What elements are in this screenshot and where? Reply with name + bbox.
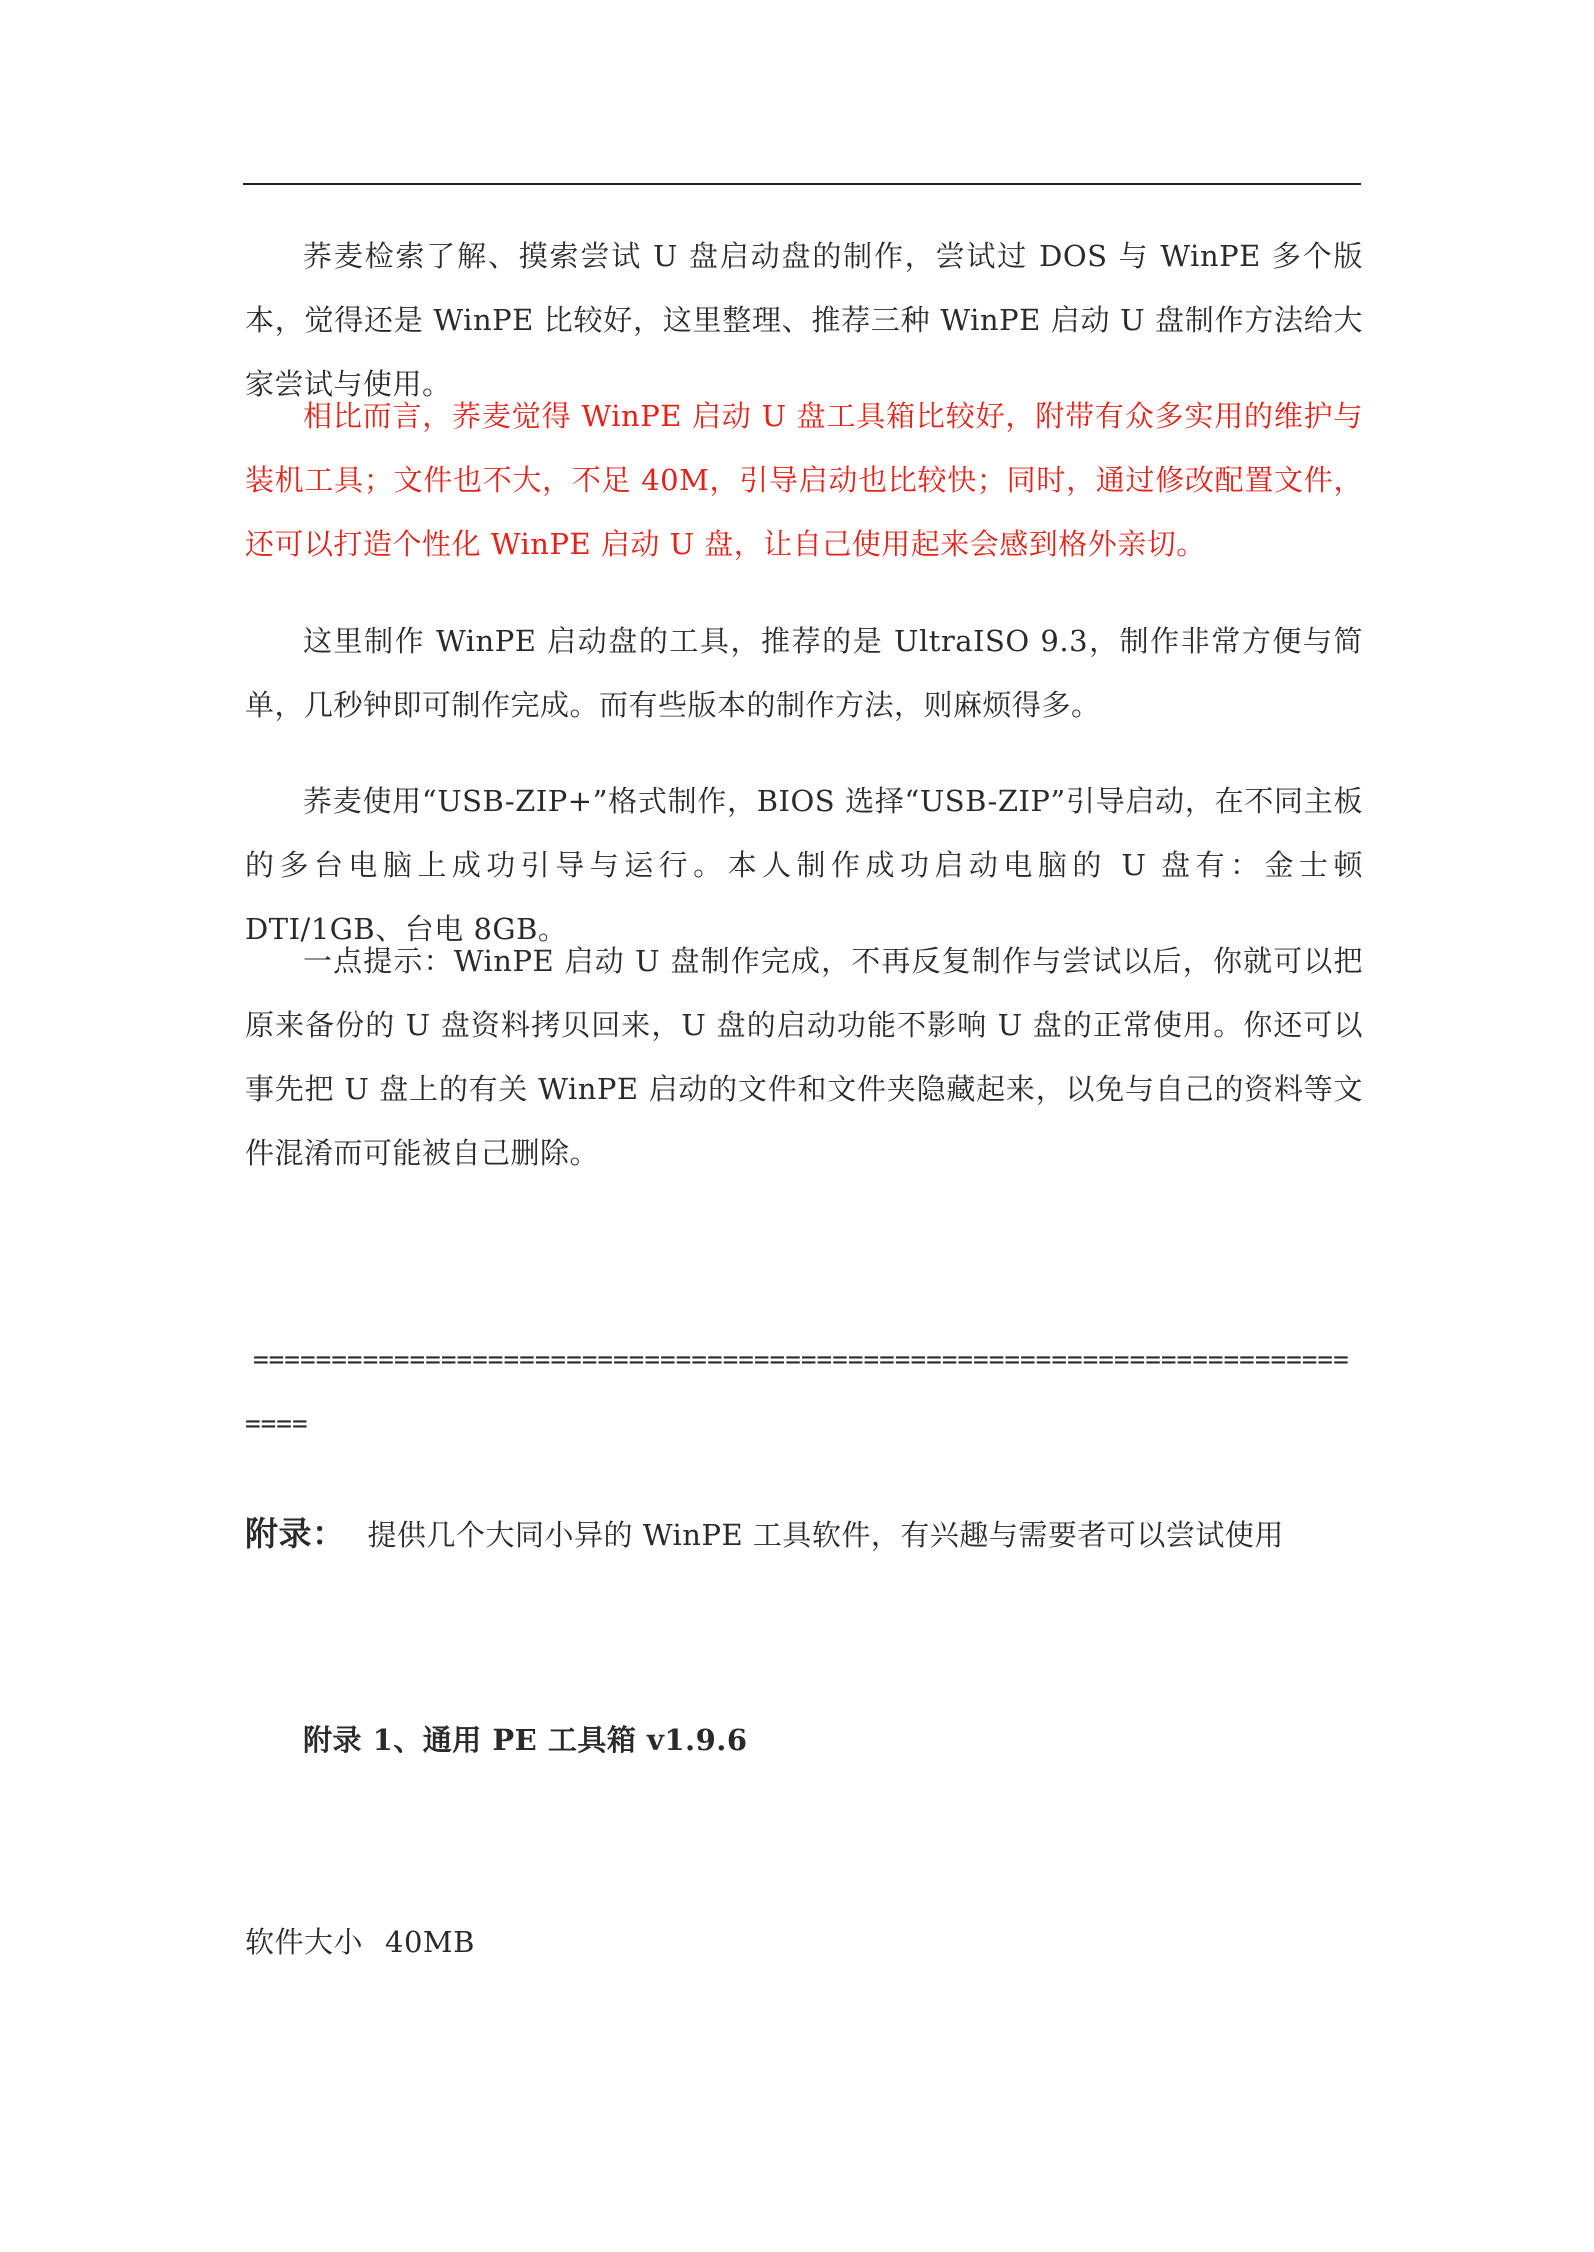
format-paragraph: 荞麦使用“USB-ZIP+”格式制作，BIOS 选择“USB-ZIP”引导启动，在不同主板的多台电脑上成功引导与运行。本人制作成功启动电脑的 U 盘有：金士顿 DTI/1GB、台电 8GB。 [245,784,1363,946]
appendix-label: 附录： [245,1514,346,1553]
software-size-line [245,1910,475,1974]
appendix-line [245,1502,1363,1567]
highlight-paragraph: 相比而言，荞麦觉得 WinPE 启动 U 盘工具箱比较好，附带有众多实用的维护与装机工具；文件也不大，不足 40M，引导启动也比较快；同时，通过修改配置文件，还可以打造个性化 WinPE 启动 U 盘，让自己使用起来会感到格外亲切。 [245,399,1363,561]
appendix1-heading: 附录 1、通用 PE 工具箱 v1.9.6 [303,1723,748,1757]
software-size-value: 40MB [385,1925,475,1959]
appendix-text: 提供几个大同小异的 WinPE 工具软件，有兴趣与需要者可以尝试使用 [367,1518,1284,1552]
header-rule [243,183,1361,185]
tip-paragraph: 一点提示：WinPE 启动 U 盘制作完成，不再反复制作与尝试以后，你就可以把原来备份的 U 盘资料拷贝回来，U 盘的启动功能不影响 U 盘的正常使用。你还可以事先把 U 盘上的有关 WinPE 启动的文件和文件夹隐藏起来，以免与自己的资料等文件混淆而可能被自己删除。 [245,944,1363,1170]
software-size-label: 软件大小 [245,1925,364,1959]
tool-paragraph: 这里制作 WinPE 启动盘的工具，推荐的是 UltraISO 9.3，制作非常方便与简单，几秒钟即可制作完成。而有些版本的制作方法，则麻烦得多。 [245,624,1363,722]
separator-line: ========================================================================== [245,1345,1349,1439]
intro-paragraph: 荞麦检索了解、摸索尝试 U 盘启动盘的制作，尝试过 DOS 与 WinPE 多个版本，觉得还是 WinPE 比较好，这里整理、推荐三种 WinPE 启动 U 盘制作方法给大家尝试与使用。 [245,239,1363,401]
